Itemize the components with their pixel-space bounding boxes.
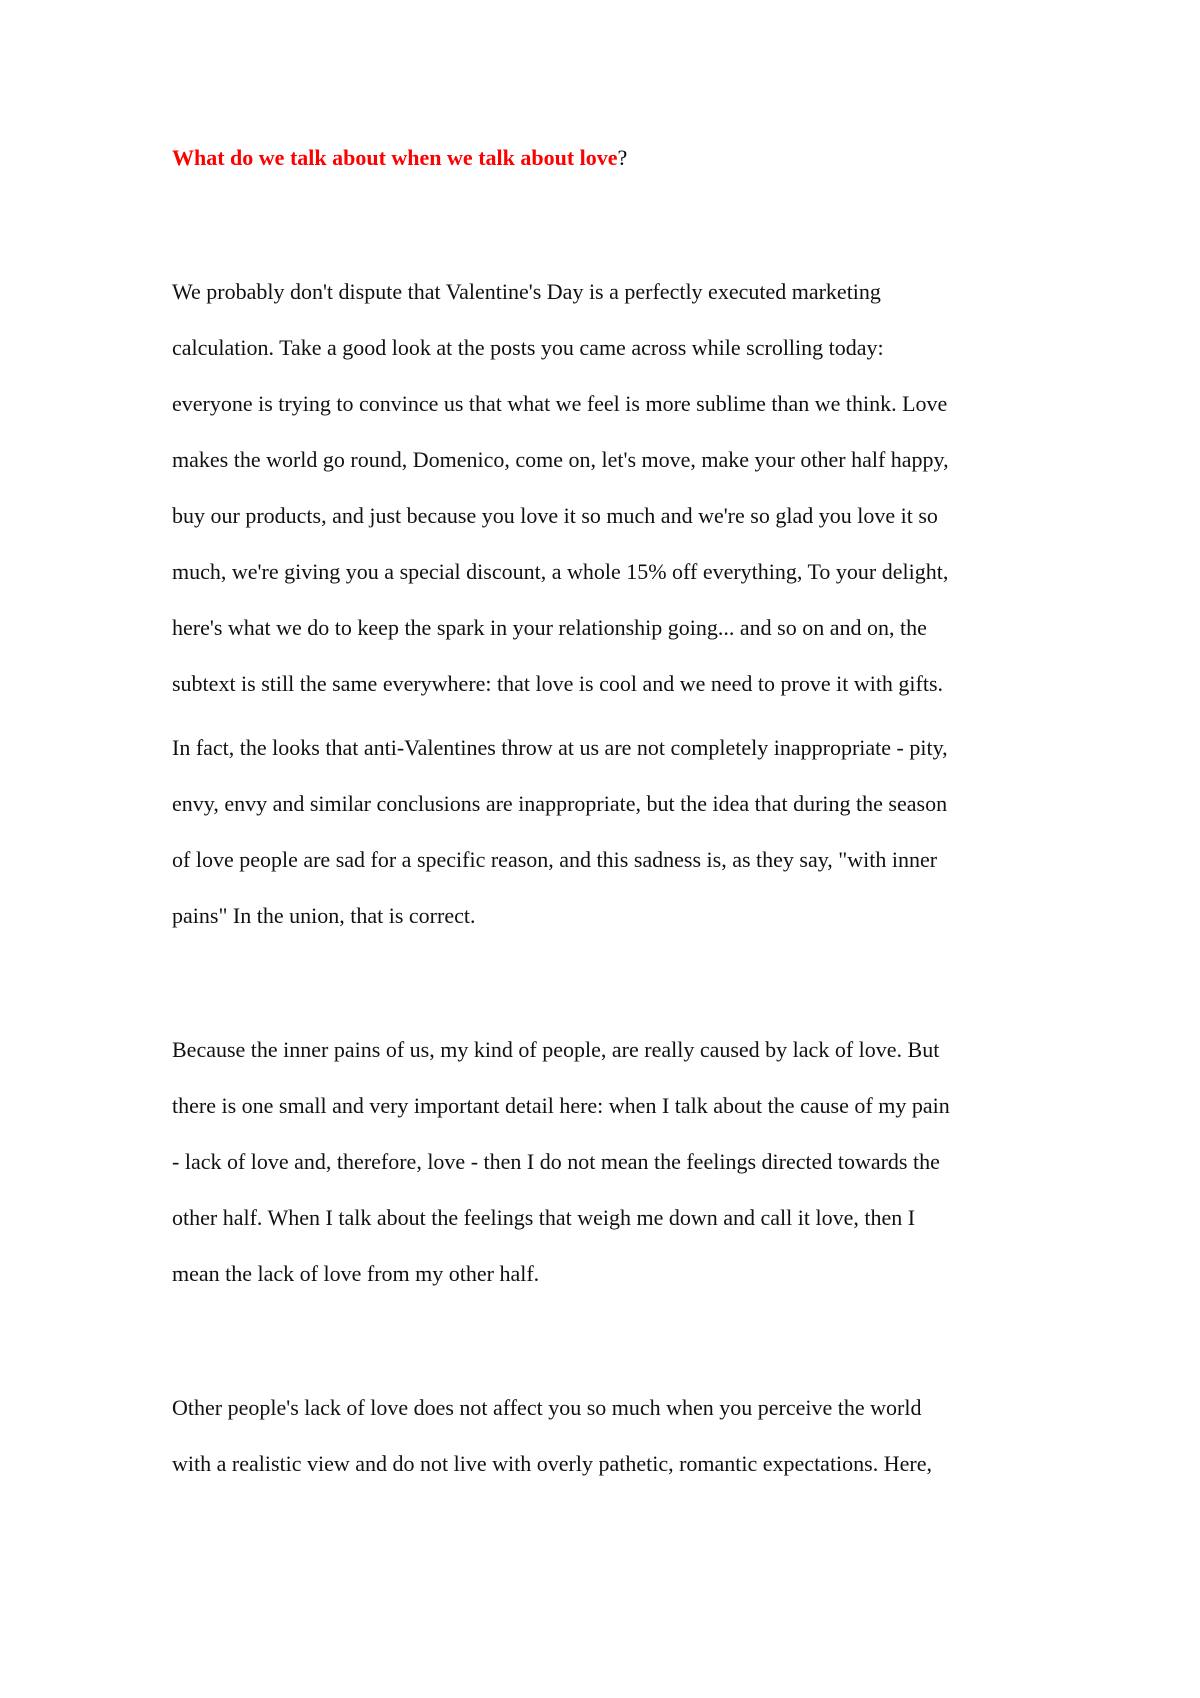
- text-line: envy, envy and similar conclusions are inappropriate, but the idea that during the season: [172, 791, 948, 816]
- spacer: [172, 712, 1042, 720]
- text-line: buy our products, and just because you love it so much and we're so glad you love it so: [172, 503, 938, 528]
- text-line: everyone is trying to convince us that what we feel is more sublime than we think. Love: [172, 391, 948, 416]
- text-line: calculation. Take a good look at the posts you came across while scrolling today:: [172, 335, 884, 360]
- text-line: other half. When I talk about the feelings that weigh me down and call it love, then I: [172, 1205, 916, 1230]
- spacer: [172, 178, 1042, 264]
- text-line: here's what we do to keep the spark in your relationship going... and so on and on, the: [172, 615, 927, 640]
- text-line: - lack of love and, therefore, love - then I do not mean the feelings directed towards the: [172, 1149, 940, 1174]
- paragraph-1: [172, 264, 1042, 712]
- spacer: [172, 1302, 1042, 1380]
- paragraph-3: [172, 1022, 1042, 1302]
- text-line: We probably don't dispute that Valentine's Day is a perfectly executed marketing: [172, 279, 881, 304]
- paragraph-4: [172, 1380, 1042, 1492]
- text-line: there is one small and very important detail here: when I talk about the cause of my pain: [172, 1093, 950, 1118]
- text-line: pains" In the union, that is correct.: [172, 903, 476, 928]
- text-line: In fact, the looks that anti-Valentines throw at us are not completely inappropriate - pity,: [172, 735, 948, 760]
- text-line: Because the inner pains of us, my kind of people, are really caused by lack of love. But: [172, 1037, 940, 1062]
- document-body: [172, 138, 1042, 1492]
- title-question-mark: ?: [617, 145, 628, 170]
- text-line: makes the world go round, Domenico, come on, let's move, make your other half happy,: [172, 447, 949, 472]
- paragraph-2: [172, 720, 1042, 944]
- text-line: of love people are sad for a specific reason, and this sadness is, as they say, "with inner: [172, 847, 938, 872]
- text-line: mean the lack of love from my other half.: [172, 1261, 540, 1286]
- spacer: [172, 944, 1042, 1022]
- title-text: What do we talk about when we talk about love: [172, 145, 618, 170]
- text-line: subtext is still the same everywhere: that love is cool and we need to prove it with gifts.: [172, 671, 944, 696]
- text-line: Other people's lack of love does not affect you so much when you perceive the world: [172, 1395, 922, 1420]
- text-line: much, we're giving you a special discount, a whole 15% off everything, To your delight,: [172, 559, 949, 584]
- text-line: with a realistic view and do not live with overly pathetic, romantic expectations. Here,: [172, 1451, 932, 1476]
- document-title: [172, 138, 1042, 178]
